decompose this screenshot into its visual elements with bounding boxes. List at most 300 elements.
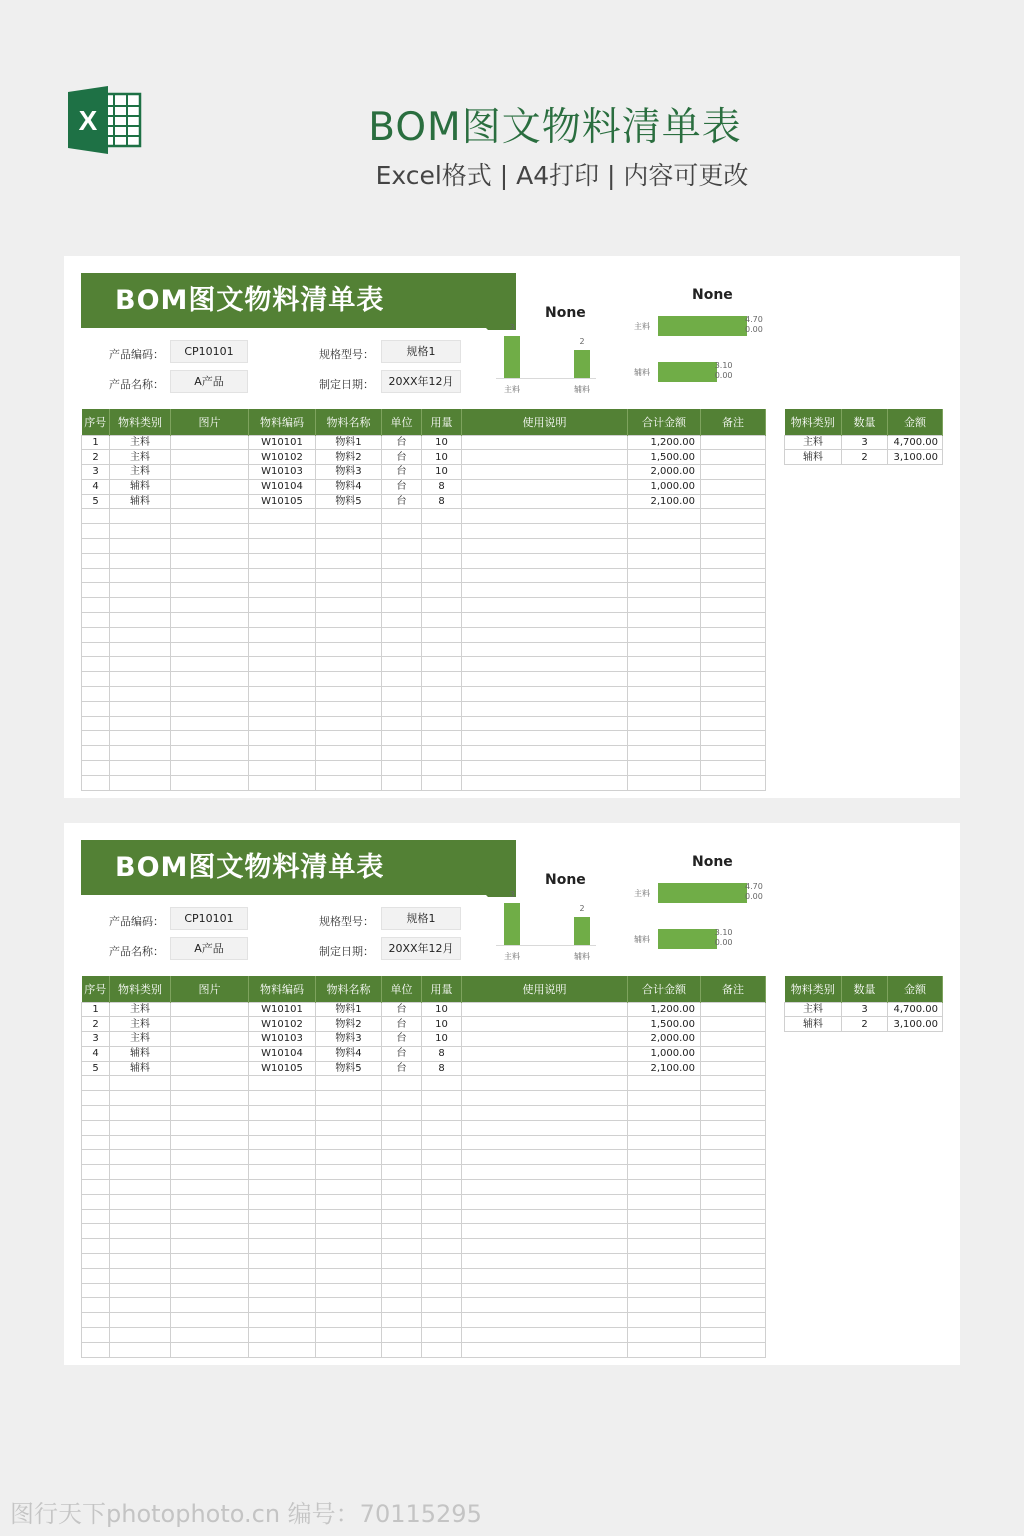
empty-cell[interactable] <box>171 1313 249 1328</box>
empty-cell[interactable] <box>82 627 110 642</box>
empty-cell[interactable] <box>462 1224 628 1239</box>
empty-cell[interactable] <box>110 1150 171 1165</box>
empty-cell[interactable] <box>701 761 766 776</box>
summary-cell-amount[interactable]: 3,100.00 <box>888 1017 943 1032</box>
column-header[interactable]: 图片 <box>171 976 249 1002</box>
summary-row[interactable] <box>785 1002 943 1017</box>
empty-cell[interactable] <box>110 509 171 524</box>
empty-cell[interactable] <box>82 1165 110 1180</box>
empty-cell[interactable] <box>110 642 171 657</box>
empty-cell[interactable] <box>701 1091 766 1106</box>
empty-cell[interactable] <box>701 598 766 613</box>
empty-cell[interactable] <box>701 509 766 524</box>
cell-qty[interactable]: 10 <box>422 1032 462 1047</box>
empty-cell[interactable] <box>171 539 249 554</box>
cell-unit[interactable]: 台 <box>382 1017 422 1032</box>
empty-cell[interactable] <box>462 1254 628 1269</box>
empty-cell[interactable] <box>382 1076 422 1091</box>
empty-cell[interactable] <box>316 1135 382 1150</box>
empty-cell[interactable] <box>249 1209 316 1224</box>
empty-cell[interactable] <box>171 1120 249 1135</box>
empty-cell[interactable] <box>82 1209 110 1224</box>
empty-row[interactable] <box>82 1194 766 1209</box>
empty-cell[interactable] <box>701 657 766 672</box>
empty-cell[interactable] <box>249 1091 316 1106</box>
empty-cell[interactable] <box>462 657 628 672</box>
empty-cell[interactable] <box>316 1268 382 1283</box>
empty-cell[interactable] <box>701 687 766 702</box>
empty-row[interactable] <box>82 1150 766 1165</box>
column-header[interactable]: 物料名称 <box>316 409 382 435</box>
empty-cell[interactable] <box>701 1165 766 1180</box>
cell-note[interactable] <box>701 494 766 509</box>
column-header[interactable]: 合计金额 <box>628 976 701 1002</box>
empty-row[interactable] <box>82 1091 766 1106</box>
empty-cell[interactable] <box>249 775 316 790</box>
empty-cell[interactable] <box>701 1120 766 1135</box>
empty-cell[interactable] <box>249 539 316 554</box>
empty-cell[interactable] <box>462 613 628 628</box>
empty-cell[interactable] <box>382 1298 422 1313</box>
empty-cell[interactable] <box>316 1313 382 1328</box>
empty-cell[interactable] <box>422 1165 462 1180</box>
empty-row[interactable] <box>82 539 766 554</box>
empty-cell[interactable] <box>249 1120 316 1135</box>
empty-cell[interactable] <box>422 1342 462 1357</box>
empty-cell[interactable] <box>422 1239 462 1254</box>
empty-cell[interactable] <box>82 1268 110 1283</box>
empty-cell[interactable] <box>462 1342 628 1357</box>
empty-row[interactable] <box>82 731 766 746</box>
empty-row[interactable] <box>82 1224 766 1239</box>
empty-cell[interactable] <box>171 1076 249 1091</box>
empty-cell[interactable] <box>82 657 110 672</box>
column-header[interactable]: 备注 <box>701 409 766 435</box>
date-field[interactable]: 20XX年12月 <box>381 370 461 393</box>
empty-cell[interactable] <box>628 1313 701 1328</box>
empty-cell[interactable] <box>628 1165 701 1180</box>
cell-amount[interactable]: 2,100.00 <box>628 494 701 509</box>
empty-cell[interactable] <box>462 1091 628 1106</box>
empty-cell[interactable] <box>462 1076 628 1091</box>
cell-category[interactable]: 主料 <box>110 435 171 450</box>
summary-row[interactable] <box>785 435 943 450</box>
empty-cell[interactable] <box>422 642 462 657</box>
cell-qty[interactable]: 10 <box>422 450 462 465</box>
empty-cell[interactable] <box>110 1313 171 1328</box>
empty-cell[interactable] <box>82 672 110 687</box>
empty-cell[interactable] <box>701 1076 766 1091</box>
empty-cell[interactable] <box>82 524 110 539</box>
empty-cell[interactable] <box>249 1106 316 1121</box>
empty-cell[interactable] <box>110 1135 171 1150</box>
empty-cell[interactable] <box>249 1076 316 1091</box>
empty-cell[interactable] <box>171 1135 249 1150</box>
empty-cell[interactable] <box>110 1342 171 1357</box>
empty-cell[interactable] <box>701 613 766 628</box>
empty-cell[interactable] <box>422 1091 462 1106</box>
empty-cell[interactable] <box>316 1091 382 1106</box>
empty-cell[interactable] <box>701 524 766 539</box>
cell-note[interactable] <box>701 1061 766 1076</box>
cell-unit[interactable]: 台 <box>382 465 422 480</box>
empty-cell[interactable] <box>628 1239 701 1254</box>
empty-row[interactable] <box>82 1135 766 1150</box>
empty-cell[interactable] <box>382 1254 422 1269</box>
empty-row[interactable] <box>82 657 766 672</box>
empty-cell[interactable] <box>249 642 316 657</box>
summary-row[interactable] <box>785 1017 943 1032</box>
empty-cell[interactable] <box>628 1342 701 1357</box>
empty-cell[interactable] <box>422 657 462 672</box>
empty-cell[interactable] <box>82 716 110 731</box>
empty-cell[interactable] <box>382 1091 422 1106</box>
empty-cell[interactable] <box>382 598 422 613</box>
empty-cell[interactable] <box>422 1254 462 1269</box>
product-name-field[interactable]: A产品 <box>170 370 248 393</box>
empty-cell[interactable] <box>171 642 249 657</box>
empty-row[interactable] <box>82 1209 766 1224</box>
empty-cell[interactable] <box>82 598 110 613</box>
empty-cell[interactable] <box>82 583 110 598</box>
cell-code[interactable]: W10104 <box>249 1046 316 1061</box>
empty-cell[interactable] <box>462 1268 628 1283</box>
empty-cell[interactable] <box>110 598 171 613</box>
empty-cell[interactable] <box>82 1076 110 1091</box>
empty-cell[interactable] <box>82 701 110 716</box>
empty-cell[interactable] <box>171 687 249 702</box>
cell-amount[interactable]: 1,200.00 <box>628 1002 701 1017</box>
cell-note[interactable] <box>701 1032 766 1047</box>
empty-cell[interactable] <box>382 1268 422 1283</box>
empty-cell[interactable] <box>249 583 316 598</box>
empty-row[interactable] <box>82 672 766 687</box>
empty-cell[interactable] <box>422 775 462 790</box>
empty-cell[interactable] <box>316 509 382 524</box>
empty-row[interactable] <box>82 761 766 776</box>
cell-code[interactable]: W10104 <box>249 479 316 494</box>
empty-cell[interactable] <box>171 657 249 672</box>
empty-cell[interactable] <box>249 524 316 539</box>
empty-cell[interactable] <box>422 1298 462 1313</box>
empty-cell[interactable] <box>110 761 171 776</box>
empty-cell[interactable] <box>82 568 110 583</box>
empty-cell[interactable] <box>422 568 462 583</box>
empty-cell[interactable] <box>110 657 171 672</box>
empty-cell[interactable] <box>316 1165 382 1180</box>
empty-row[interactable] <box>82 583 766 598</box>
cell-no[interactable]: 4 <box>82 479 110 494</box>
empty-cell[interactable] <box>171 1328 249 1343</box>
cell-code[interactable]: W10101 <box>249 1002 316 1017</box>
empty-cell[interactable] <box>701 583 766 598</box>
cell-category[interactable]: 主料 <box>110 465 171 480</box>
empty-cell[interactable] <box>171 746 249 761</box>
empty-cell[interactable] <box>628 1076 701 1091</box>
empty-cell[interactable] <box>382 761 422 776</box>
cell-category[interactable]: 主料 <box>110 1002 171 1017</box>
empty-cell[interactable] <box>249 568 316 583</box>
empty-cell[interactable] <box>382 568 422 583</box>
cell-name[interactable]: 物料3 <box>316 465 382 480</box>
empty-cell[interactable] <box>422 1194 462 1209</box>
cell-unit[interactable]: 台 <box>382 1002 422 1017</box>
empty-cell[interactable] <box>249 1194 316 1209</box>
empty-cell[interactable] <box>316 627 382 642</box>
empty-cell[interactable] <box>701 1283 766 1298</box>
product-code-field[interactable]: CP10101 <box>170 340 248 363</box>
cell-category[interactable]: 主料 <box>110 1032 171 1047</box>
empty-cell[interactable] <box>110 1194 171 1209</box>
empty-cell[interactable] <box>462 775 628 790</box>
empty-cell[interactable] <box>462 1209 628 1224</box>
spec-field[interactable]: 规格1 <box>381 907 461 930</box>
cell-name[interactable]: 物料3 <box>316 1032 382 1047</box>
empty-cell[interactable] <box>701 1135 766 1150</box>
empty-cell[interactable] <box>171 672 249 687</box>
empty-cell[interactable] <box>382 1165 422 1180</box>
cell-amount[interactable]: 1,500.00 <box>628 450 701 465</box>
summary-cell-category[interactable]: 主料 <box>785 435 842 450</box>
empty-cell[interactable] <box>382 716 422 731</box>
empty-row[interactable] <box>82 1283 766 1298</box>
cell-category[interactable]: 辅料 <box>110 494 171 509</box>
summary-cell-count[interactable]: 2 <box>842 1017 888 1032</box>
cell-note[interactable] <box>701 1002 766 1017</box>
empty-cell[interactable] <box>82 761 110 776</box>
empty-cell[interactable] <box>382 775 422 790</box>
summary-column-header[interactable]: 金额 <box>888 409 943 435</box>
empty-cell[interactable] <box>628 553 701 568</box>
empty-cell[interactable] <box>82 1180 110 1195</box>
empty-cell[interactable] <box>422 1135 462 1150</box>
empty-cell[interactable] <box>382 687 422 702</box>
empty-cell[interactable] <box>462 1120 628 1135</box>
empty-cell[interactable] <box>110 568 171 583</box>
cell-name[interactable]: 物料4 <box>316 1046 382 1061</box>
empty-cell[interactable] <box>462 701 628 716</box>
summary-cell-count[interactable]: 2 <box>842 450 888 465</box>
empty-cell[interactable] <box>462 553 628 568</box>
cell-qty[interactable]: 10 <box>422 1002 462 1017</box>
empty-cell[interactable] <box>110 1120 171 1135</box>
cell-unit[interactable]: 台 <box>382 450 422 465</box>
empty-cell[interactable] <box>249 553 316 568</box>
empty-cell[interactable] <box>82 1254 110 1269</box>
cell-desc[interactable] <box>462 465 628 480</box>
empty-cell[interactable] <box>628 716 701 731</box>
summary-row[interactable] <box>785 450 943 465</box>
empty-cell[interactable] <box>316 524 382 539</box>
empty-cell[interactable] <box>422 701 462 716</box>
empty-cell[interactable] <box>422 539 462 554</box>
column-header[interactable]: 备注 <box>701 976 766 1002</box>
cell-unit[interactable]: 台 <box>382 1061 422 1076</box>
column-header[interactable]: 序号 <box>82 409 110 435</box>
empty-cell[interactable] <box>382 1342 422 1357</box>
empty-cell[interactable] <box>82 509 110 524</box>
empty-cell[interactable] <box>382 672 422 687</box>
column-header[interactable]: 物料类别 <box>110 409 171 435</box>
empty-cell[interactable] <box>628 731 701 746</box>
summary-column-header[interactable]: 金额 <box>888 976 943 1002</box>
empty-cell[interactable] <box>462 716 628 731</box>
cell-name[interactable]: 物料4 <box>316 479 382 494</box>
empty-cell[interactable] <box>628 657 701 672</box>
cell-unit[interactable]: 台 <box>382 494 422 509</box>
empty-cell[interactable] <box>171 1298 249 1313</box>
cell-desc[interactable] <box>462 1061 628 1076</box>
empty-cell[interactable] <box>171 598 249 613</box>
empty-cell[interactable] <box>249 1150 316 1165</box>
empty-cell[interactable] <box>462 1194 628 1209</box>
empty-row[interactable] <box>82 1165 766 1180</box>
empty-cell[interactable] <box>110 1298 171 1313</box>
empty-cell[interactable] <box>701 1209 766 1224</box>
empty-cell[interactable] <box>82 1239 110 1254</box>
summary-cell-amount[interactable]: 4,700.00 <box>888 435 943 450</box>
empty-row[interactable] <box>82 627 766 642</box>
empty-cell[interactable] <box>249 1268 316 1283</box>
column-header[interactable]: 物料编码 <box>249 409 316 435</box>
cell-no[interactable]: 2 <box>82 450 110 465</box>
cell-code[interactable]: W10105 <box>249 1061 316 1076</box>
empty-cell[interactable] <box>249 672 316 687</box>
empty-row[interactable] <box>82 716 766 731</box>
empty-cell[interactable] <box>171 761 249 776</box>
column-header[interactable]: 合计金额 <box>628 409 701 435</box>
empty-cell[interactable] <box>628 539 701 554</box>
empty-cell[interactable] <box>249 613 316 628</box>
empty-cell[interactable] <box>249 598 316 613</box>
empty-cell[interactable] <box>422 731 462 746</box>
empty-cell[interactable] <box>382 1106 422 1121</box>
empty-cell[interactable] <box>110 613 171 628</box>
empty-cell[interactable] <box>316 687 382 702</box>
empty-cell[interactable] <box>171 1150 249 1165</box>
column-header[interactable]: 用量 <box>422 409 462 435</box>
empty-cell[interactable] <box>110 716 171 731</box>
empty-cell[interactable] <box>382 1224 422 1239</box>
empty-cell[interactable] <box>628 1224 701 1239</box>
empty-cell[interactable] <box>249 1254 316 1269</box>
empty-cell[interactable] <box>422 1313 462 1328</box>
empty-cell[interactable] <box>382 1194 422 1209</box>
empty-cell[interactable] <box>82 553 110 568</box>
cell-category[interactable]: 辅料 <box>110 1061 171 1076</box>
empty-cell[interactable] <box>628 1328 701 1343</box>
empty-cell[interactable] <box>701 1298 766 1313</box>
empty-cell[interactable] <box>382 1283 422 1298</box>
cell-no[interactable]: 1 <box>82 1002 110 1017</box>
empty-cell[interactable] <box>82 1342 110 1357</box>
cell-code[interactable]: W10101 <box>249 435 316 450</box>
empty-cell[interactable] <box>628 568 701 583</box>
empty-row[interactable] <box>82 1106 766 1121</box>
cell-image[interactable] <box>171 1061 249 1076</box>
empty-cell[interactable] <box>462 687 628 702</box>
empty-cell[interactable] <box>171 1209 249 1224</box>
table-row[interactable] <box>82 479 766 494</box>
empty-cell[interactable] <box>701 1313 766 1328</box>
empty-cell[interactable] <box>701 1194 766 1209</box>
empty-cell[interactable] <box>422 1076 462 1091</box>
cell-image[interactable] <box>171 1046 249 1061</box>
empty-cell[interactable] <box>110 1254 171 1269</box>
empty-cell[interactable] <box>701 746 766 761</box>
empty-cell[interactable] <box>316 1120 382 1135</box>
column-header[interactable]: 使用说明 <box>462 976 628 1002</box>
empty-cell[interactable] <box>382 1313 422 1328</box>
empty-cell[interactable] <box>628 524 701 539</box>
empty-cell[interactable] <box>382 613 422 628</box>
cell-category[interactable]: 辅料 <box>110 479 171 494</box>
cell-amount[interactable]: 2,000.00 <box>628 1032 701 1047</box>
empty-cell[interactable] <box>316 1239 382 1254</box>
empty-cell[interactable] <box>422 1180 462 1195</box>
cell-qty[interactable]: 8 <box>422 1046 462 1061</box>
empty-cell[interactable] <box>110 1283 171 1298</box>
empty-cell[interactable] <box>422 687 462 702</box>
empty-cell[interactable] <box>628 1135 701 1150</box>
empty-cell[interactable] <box>316 613 382 628</box>
empty-cell[interactable] <box>628 1194 701 1209</box>
empty-cell[interactable] <box>82 1091 110 1106</box>
cell-code[interactable]: W10102 <box>249 1017 316 1032</box>
empty-cell[interactable] <box>701 1180 766 1195</box>
empty-cell[interactable] <box>701 731 766 746</box>
empty-cell[interactable] <box>316 1106 382 1121</box>
column-header[interactable]: 单位 <box>382 409 422 435</box>
empty-cell[interactable] <box>462 746 628 761</box>
empty-cell[interactable] <box>462 672 628 687</box>
cell-code[interactable]: W10105 <box>249 494 316 509</box>
empty-cell[interactable] <box>171 1106 249 1121</box>
empty-row[interactable] <box>82 1180 766 1195</box>
empty-cell[interactable] <box>82 1120 110 1135</box>
column-header[interactable]: 物料名称 <box>316 976 382 1002</box>
empty-cell[interactable] <box>249 657 316 672</box>
empty-cell[interactable] <box>422 509 462 524</box>
empty-row[interactable] <box>82 1313 766 1328</box>
empty-cell[interactable] <box>382 1209 422 1224</box>
empty-cell[interactable] <box>171 1194 249 1209</box>
product-code-field[interactable]: CP10101 <box>170 907 248 930</box>
empty-cell[interactable] <box>701 1150 766 1165</box>
empty-cell[interactable] <box>462 1313 628 1328</box>
cell-no[interactable]: 1 <box>82 435 110 450</box>
empty-cell[interactable] <box>628 672 701 687</box>
empty-cell[interactable] <box>110 1209 171 1224</box>
cell-note[interactable] <box>701 1017 766 1032</box>
empty-cell[interactable] <box>249 1298 316 1313</box>
empty-cell[interactable] <box>249 1165 316 1180</box>
empty-row[interactable] <box>82 1342 766 1357</box>
empty-cell[interactable] <box>316 1076 382 1091</box>
cell-desc[interactable] <box>462 494 628 509</box>
empty-cell[interactable] <box>628 613 701 628</box>
cell-no[interactable]: 3 <box>82 465 110 480</box>
cell-image[interactable] <box>171 1002 249 1017</box>
empty-cell[interactable] <box>462 627 628 642</box>
cell-amount[interactable]: 2,100.00 <box>628 1061 701 1076</box>
date-field[interactable]: 20XX年12月 <box>381 937 461 960</box>
empty-cell[interactable] <box>382 642 422 657</box>
empty-cell[interactable] <box>316 553 382 568</box>
empty-cell[interactable] <box>249 1283 316 1298</box>
empty-cell[interactable] <box>82 613 110 628</box>
empty-cell[interactable] <box>171 627 249 642</box>
